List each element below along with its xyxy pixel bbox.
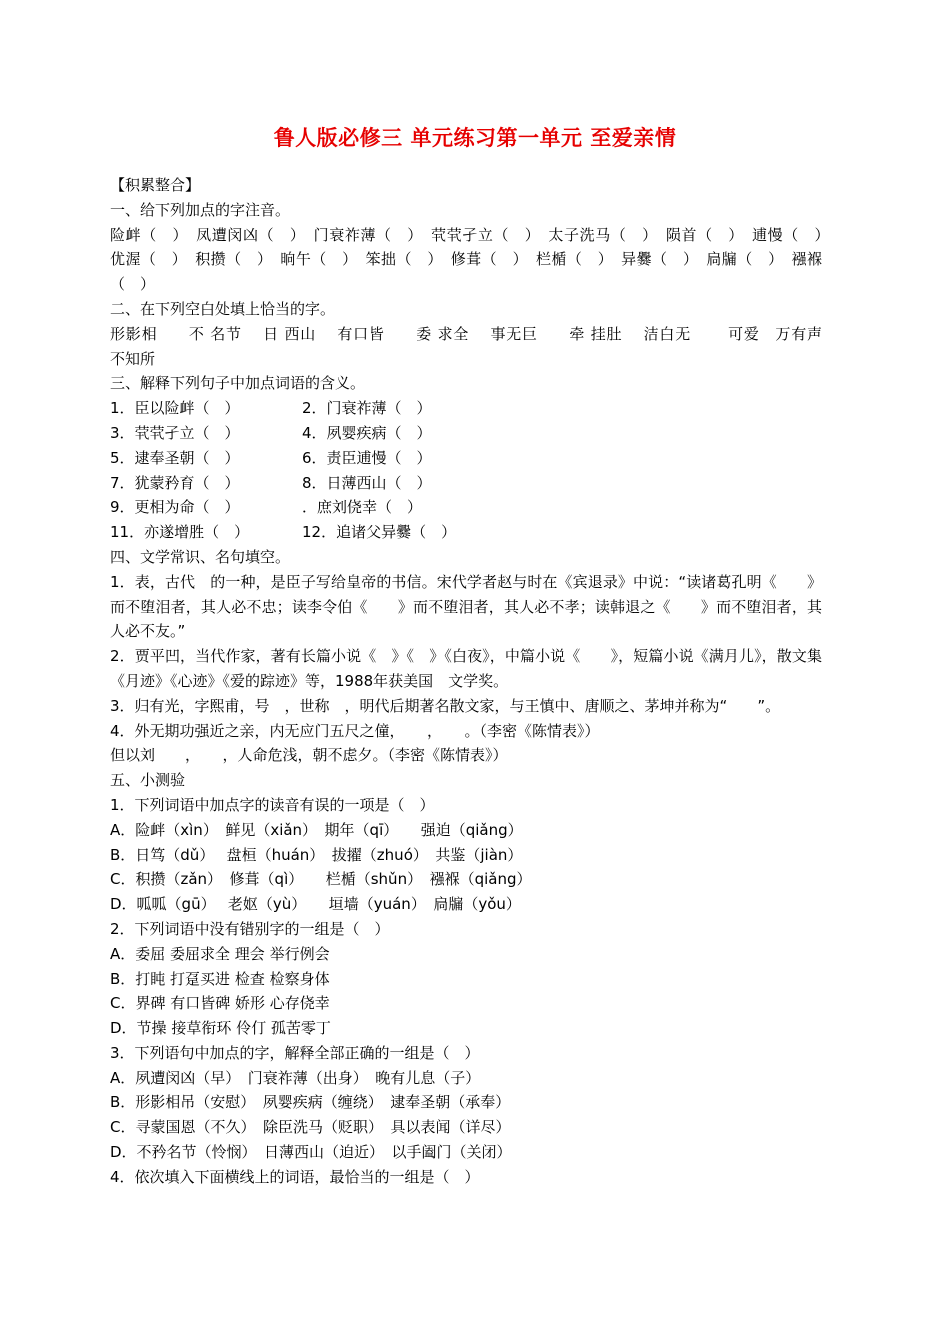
- definition-row: [110, 446, 822, 471]
- quiz-line: D．节操 接草衔环 伶仃 孤苦零丁: [110, 1019, 331, 1038]
- literature-item-4: 4．外无期功强近之亲，内无应门五尺之僮， ， 。（李密《陈情表》）: [110, 721, 600, 740]
- quiz-line: A．委屈 委屈求全 理会 举行例会: [110, 944, 330, 963]
- fill-blank-idioms: 形影相 不 名节 日 西山 有口皆 委 求全 事无巨 牵 挂肚 洁白无 可爱 万有声 不知所: [110, 324, 853, 368]
- definition-item: 9．更相为命（ ）: [110, 498, 240, 517]
- pinyin-exercise-list: 险衅（ ） 凤遭闵凶（ ） 门衰祚薄（ ） 茕茕孑立（ ） 太子洗马（ ） 陨首（ ） 逋慢（ ） 优渥（ ） 积攒（ ） 晌午（ ） 笨拙（ ） 修葺（ ） 栏楯（ ） 异爨（ ） 扃牖（ ） 襁褓（ ）: [110, 225, 838, 294]
- definition-item: 6．责臣逋慢（ ）: [302, 448, 432, 467]
- definition-item: 11．亦遂增胜（ ）: [110, 523, 250, 542]
- worksheet-body: [110, 173, 853, 1190]
- section-heading: 【积累整合】: [110, 176, 201, 194]
- definition-item: ．庶刘侥幸（ ）: [302, 498, 423, 517]
- definition-item: 8．日薄西山（ ）: [302, 473, 432, 492]
- quiz-line: C．界碑 有口皆碑 娇形 心存侥幸: [110, 994, 330, 1013]
- section-2-heading: 二、在下列空白处填上恰当的字。: [110, 299, 336, 318]
- definition-item: 7．犹蒙矜育（ ）: [110, 473, 240, 492]
- definition-item: 12．追诸父异爨（ ）: [302, 523, 457, 542]
- definition-item: 1．臣以险衅（ ）: [110, 399, 240, 418]
- quiz-line: B．打盹 打趸买进 检查 检察身体: [110, 969, 330, 988]
- quiz-line: B．形影相吊（安慰） 夙婴疾病（缠绕） 逮奉圣朝（承奉）: [110, 1093, 511, 1112]
- page-title: 鲁人版必修三 单元练习第一单元 至爱亲情: [273, 126, 677, 150]
- definition-row: [110, 520, 822, 545]
- section-4-heading: 四、文学常识、名句填空。: [110, 547, 291, 566]
- quiz-line: A．险衅（xìn） 鲜见（xiǎn） 期年（qī） 强迫（qiǎng）: [110, 820, 523, 839]
- quiz-line: C．积攒（zǎn） 修葺（qì） 栏楯（shǔn） 襁褓（qiǎng）: [110, 870, 532, 889]
- quiz-line: 3．下列语句中加点的字，解释全部正确的一组是（ ）: [110, 1043, 480, 1062]
- quiz-line: 4．依次填入下面横线上的词语，最恰当的一组是（ ）: [110, 1167, 480, 1186]
- literature-item-4-continued: 但以刘 ， ，人命危浅，朝不虑夕。（李密《陈情表》）: [110, 746, 508, 765]
- quiz-line: D．不矜名节（怜悯） 日薄西山（迫近） 以手阖门（关闭）: [110, 1143, 512, 1162]
- quiz-line: 1．下列词语中加点字的读音有误的一项是（ ）: [110, 795, 435, 814]
- quiz-line: 2．下列词语中没有错别字的一组是（ ）: [110, 919, 390, 938]
- definition-item: 2．门衰祚薄（ ）: [302, 399, 432, 418]
- definition-item: 4．夙婴疾病（ ）: [302, 423, 432, 442]
- definition-item: 5．逮奉圣朝（ ）: [110, 448, 240, 467]
- section-3-heading: 三、解释下列句子中加点词语的含义。: [110, 374, 366, 393]
- definition-row: [110, 396, 822, 421]
- definition-row: [110, 421, 822, 446]
- literature-item-1: 1．表，古代 的一种，是臣子写给皇帝的书信。宋代学者赵与时在《宾退录》中说：“读诸葛孔明《 》而不堕泪者，其人必不忠；读李令伯《 》而不堕泪者，其人必不孝；读韩退之《 》而不堕泪者，其人必不友。”: [110, 572, 822, 641]
- section-5-heading: 五、小测验: [110, 771, 186, 790]
- quiz-line: C．寻蒙国恩（不久） 除臣洗马（贬职） 具以表闻（详尽）: [110, 1118, 511, 1137]
- definition-row: [110, 495, 822, 520]
- section-1-heading: 一、给下列加点的字注音。: [110, 200, 291, 219]
- definition-row: [110, 471, 822, 496]
- literature-item-3: 3．归有光，字熙甫，号 ，世称 ，明代后期著名散文家，与王慎中、唐顺之、茅坤并称为“ ”。: [110, 696, 781, 715]
- literature-item-2: 2．贾平凹，当代作家，著有长篇小说《 》《 》《白夜》，中篇小说《 》，短篇小说《满月儿》，散文集《月迹》《心迹》《爱的踪迹》等，1988年获美国 文学奖。: [110, 647, 822, 690]
- quiz-line: B．日笃（dǔ） 盘桓（huán） 拔擢（zhuó） 共鉴（jiàn）: [110, 845, 523, 864]
- quiz-line: D．呱呱（gū） 老妪（yù） 垣墙（yuán） 扃牖（yǒu）: [110, 895, 521, 914]
- definition-item: 3．茕茕孑立（ ）: [110, 423, 240, 442]
- quiz-line: A．夙遭闵凶（早） 门衰祚薄（出身） 晚有儿息（子）: [110, 1068, 481, 1087]
